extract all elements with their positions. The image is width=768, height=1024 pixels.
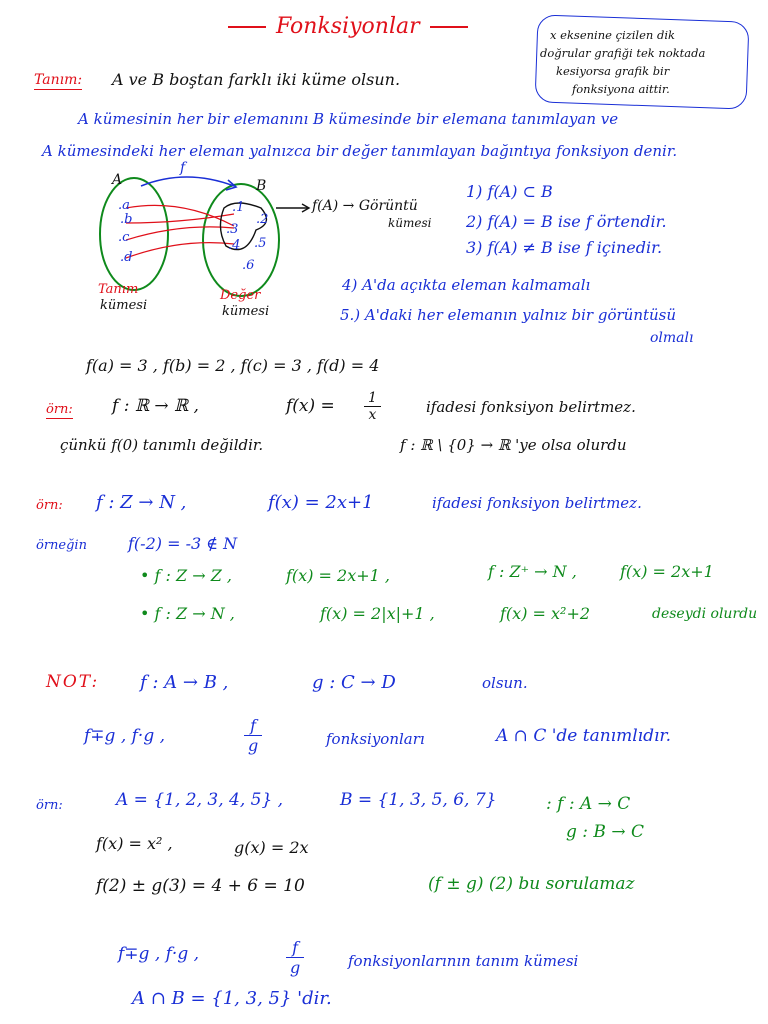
side-note-line-1: x eksenine çizilen dik [550, 28, 675, 42]
example3-question: (f ± g) (2) bu sorulamaz [428, 874, 635, 894]
example3-gx: g(x) = 2x [234, 838, 309, 857]
side-note-line-4: fonksiyona aittir. [572, 82, 670, 96]
example1-func: f(x) = [286, 396, 335, 416]
example2-expr: f : Z → N , [96, 492, 187, 513]
codomain-label: Değer [220, 288, 261, 303]
set-b-element-6: .6 [242, 258, 255, 273]
set-b-element-1: .1 [232, 200, 245, 215]
map-f-label: f [180, 160, 186, 176]
example3-frac-den: g [290, 958, 301, 977]
example3-set-b: B = {1, 3, 5, 6, 7} [340, 790, 497, 810]
note-frac-num: f [244, 716, 262, 736]
example2-alt1c: f : Z⁺ → N , [488, 562, 577, 581]
definition-line-2: A kümesinin her bir elemanını B kümesinde bir elemana tanımlayan ve [78, 110, 619, 128]
example2-label: örn: [36, 498, 63, 513]
example2-alt2a: • f : Z → N , [140, 604, 235, 623]
note-frac-den: g [248, 736, 259, 755]
example1-frac-den: x [368, 407, 377, 423]
example2-reason: f(-2) = -3 ∉ N [128, 534, 238, 553]
example3-fx: f(x) = x² , [96, 834, 173, 853]
example3-calc: f(2) ± g(3) = 4 + 6 = 10 [96, 876, 305, 896]
example3-fraction [286, 938, 304, 977]
example3-set-a: A = {1, 2, 3, 4, 5} , [116, 790, 284, 810]
image-set-label: f(A) → Görüntü [312, 198, 418, 214]
note-fraction [244, 716, 262, 755]
side-note-line-2: doğrular grafiği tek noktada [540, 46, 706, 60]
title-dash-left [228, 26, 266, 28]
example3-result: A ∩ B = {1, 3, 5} 'dir. [132, 988, 332, 1009]
example3-label: örn: [36, 798, 63, 813]
title-dash-right [430, 26, 468, 28]
note-label: NOT: [46, 672, 100, 692]
property-4: 4) A'da açıkta eleman kalmamalı [342, 276, 591, 294]
example1-frac-num: 1 [364, 390, 381, 407]
property-3: 3) f(A) ≠ B ise f içinedir. [466, 238, 663, 257]
set-b-element-5: .5 [254, 236, 267, 251]
note-domain: A ∩ C 'de tanımlıdır. [496, 726, 672, 746]
domain-label-2: kümesi [100, 298, 148, 313]
image-set-label-2: kümesi [388, 216, 432, 230]
values-line: f(a) = 3 , f(b) = 2 , f(c) = 3 , f(d) = 4 [86, 356, 380, 375]
side-note-line-3: kesiyorsa grafik bir [556, 64, 670, 78]
note-tail: olsun. [482, 674, 528, 692]
example1-label: örn: [46, 402, 73, 417]
definition-label: Tanım: [34, 72, 83, 88]
example3-frac-num: f [286, 938, 304, 958]
example3-map-1: : f : A → C [546, 794, 631, 814]
property-2: 2) f(A) = B ise f örtendir. [466, 212, 667, 231]
example1-tail: ifadesi fonksiyon belirtmez. [426, 398, 636, 416]
title-text: Fonksiyonlar [276, 14, 420, 39]
note-expr-1: f : A → B , [140, 672, 229, 693]
set-b-element-3: .3 [226, 222, 239, 237]
set-a-element-d: .d [120, 250, 133, 265]
set-b-element-2: .2 [256, 212, 269, 227]
domain-label: Tanım [98, 282, 139, 297]
example2-reason-label: örneğin [36, 538, 87, 553]
set-a-element-c: .c [118, 230, 130, 245]
definition-line-1: A ve B boştan farklı iki küme olsun. [112, 70, 401, 89]
set-a-element-b: .b [120, 212, 133, 227]
example2-alt2d: deseydi olurdu [652, 606, 758, 622]
set-a-element-a: .a [118, 198, 130, 213]
example2-tail: ifadesi fonksiyon belirtmez. [432, 494, 642, 512]
example1-fix: f : ℝ \ {0} → ℝ 'ye olsa olurdu [400, 436, 627, 454]
example2-alt1b: f(x) = 2x+1 , [286, 566, 390, 585]
example2-alt2b: f(x) = 2|x|+1 , [320, 604, 435, 623]
definition-line-3: A kümesindeki her eleman yalnızca bir değer tanımlayan bağıntıya fonksiyon denir. [42, 142, 678, 160]
example1-fraction [364, 390, 381, 423]
page-title [218, 14, 478, 39]
example1-reason: çünkü f(0) tanımlı değildir. [60, 436, 264, 454]
note-expr-2: g : C → D [312, 672, 396, 693]
note-ops: f∓g , f·g , [84, 726, 166, 746]
set-b-element-4: .4 [228, 238, 241, 253]
example3-map-2: g : B → C [566, 822, 644, 842]
example2-alt2c: f(x) = x²+2 [500, 604, 591, 623]
set-a-label: A [112, 172, 123, 188]
property-5: 5.) A'daki her elemanın yalnız bir görüntüsü [340, 306, 677, 324]
example2-alt1d: f(x) = 2x+1 [620, 562, 714, 581]
set-b-label: B [256, 178, 267, 194]
example2-func: f(x) = 2x+1 [268, 492, 374, 513]
note-ops-tail: fonksiyonları [326, 730, 425, 748]
property-5-cont: olmalı [650, 330, 694, 346]
example1-expr: f : ℝ → ℝ , [112, 396, 199, 416]
example3-ops-tail: fonksiyonlarının tanım kümesi [348, 952, 579, 970]
example3-ops: f∓g , f·g , [118, 944, 200, 964]
codomain-label-2: kümesi [222, 304, 270, 319]
example2-alt1a: • f : Z → Z , [140, 566, 232, 585]
property-1: 1) f(A) ⊂ B [466, 182, 553, 201]
